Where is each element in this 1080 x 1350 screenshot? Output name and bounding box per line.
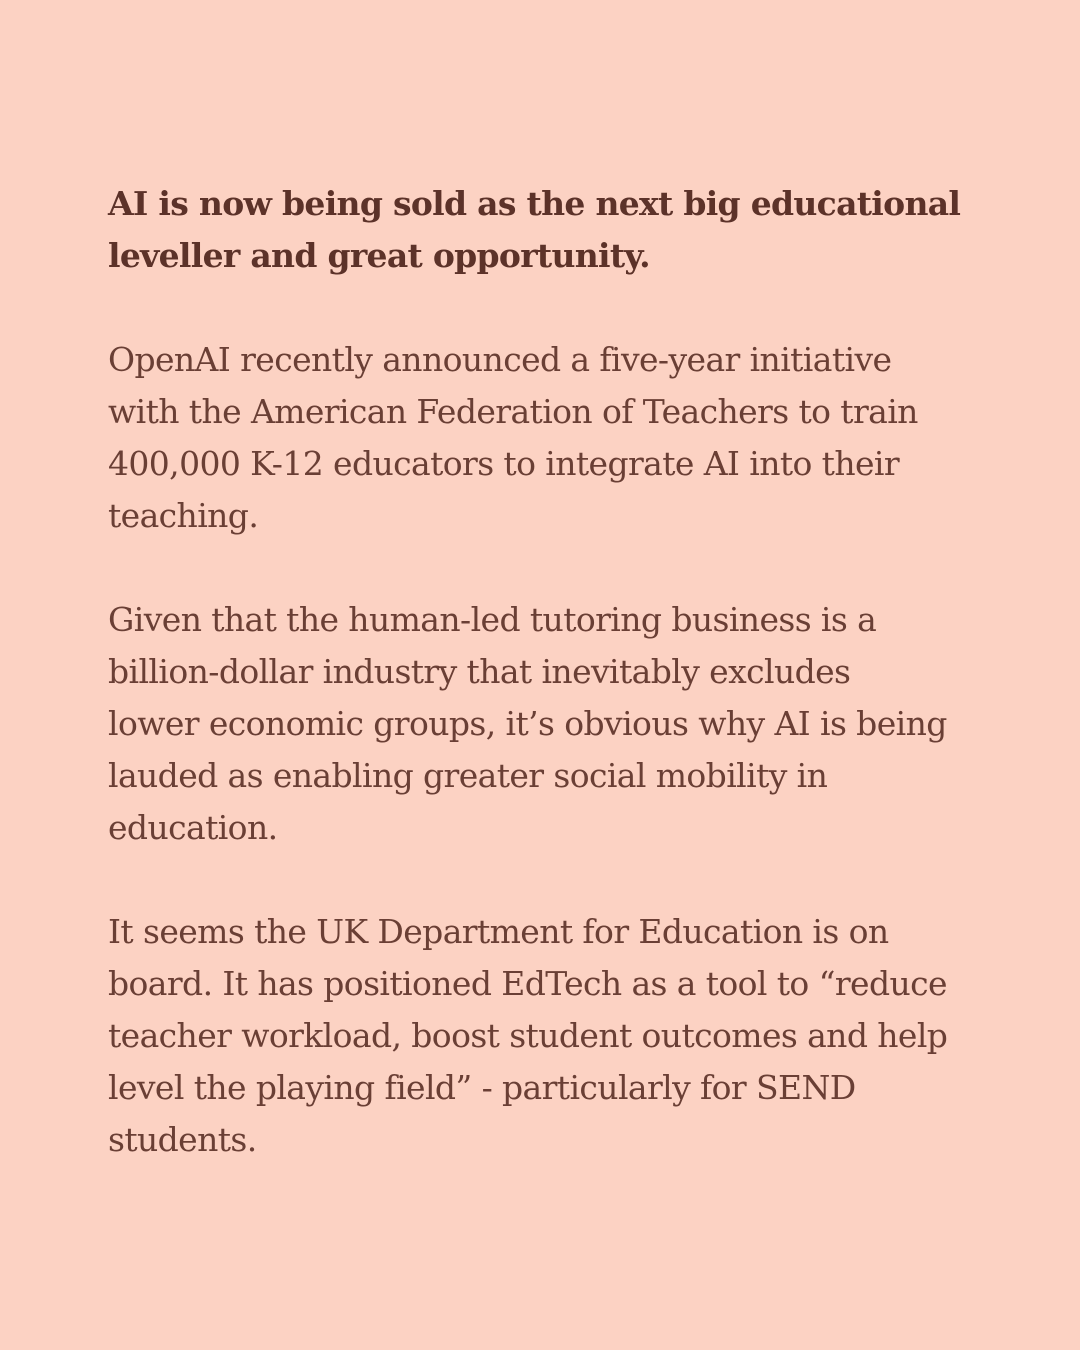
paragraph-openai-initiative: OpenAI recently announced a five-year initiative with the American Federation of Teachers to train 400,000 K-12 educators to integrate AI into their teaching. xyxy=(108,340,918,535)
paragraph-spacer xyxy=(108,542,980,594)
lead-statement: AI is now being sold as the next big educational leveller and great opportunity. xyxy=(108,184,961,275)
paragraph-uk-department: It seems the UK Department for Education is on board. It has positioned EdTech as a tool to “reduce teacher workload, boost student outcomes and help level the playing field” - particularly for SEND students. xyxy=(108,912,948,1159)
paragraph-spacer xyxy=(108,854,980,906)
paragraph-tutoring-industry: Given that the human-led tutoring business is a billion-dollar industry that inevitably excludes lower economic groups, it’s obvious why AI is being lauded as enabling greater social mobility in education. xyxy=(108,600,947,847)
paragraph-spacer xyxy=(108,282,980,334)
